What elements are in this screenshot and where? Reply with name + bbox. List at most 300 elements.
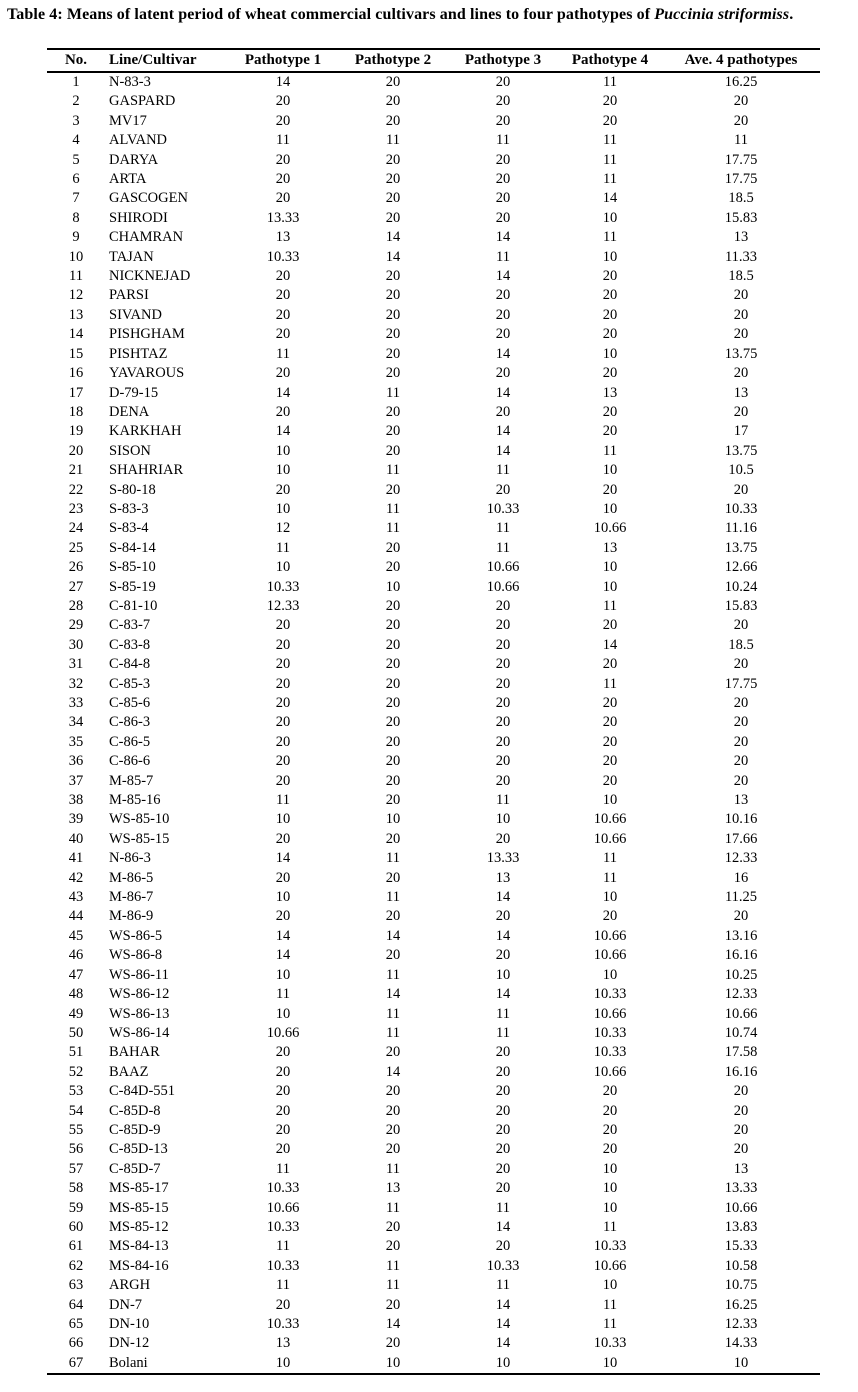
- table-row: [47, 694, 820, 713]
- cell-pathotype-4: 20: [602, 714, 618, 731]
- cell-line-cultivar: GASPARD: [109, 93, 176, 110]
- table-row: [47, 1237, 820, 1256]
- cell-no: 18: [68, 403, 84, 420]
- cell-ave-4-pathotypes: 20: [733, 93, 749, 110]
- table-row: [47, 539, 820, 558]
- cell-pathotype-1: 20: [275, 268, 291, 285]
- cell-pathotype-3: 10.66: [486, 578, 520, 595]
- table-row: [47, 558, 820, 577]
- cell-pathotype-2: 20: [385, 539, 401, 556]
- cell-pathotype-4: 10.33: [593, 1335, 627, 1352]
- cell-pathotype-3: 20: [495, 1141, 511, 1158]
- table-row: [47, 1218, 820, 1237]
- table-row: [47, 1257, 820, 1276]
- cell-pathotype-2: 20: [385, 403, 401, 420]
- cell-pathotype-4: 11: [603, 132, 617, 149]
- cell-ave-4-pathotypes: 20: [733, 733, 749, 750]
- cell-pathotype-3: 20: [495, 772, 511, 789]
- table-row: [47, 1082, 820, 1101]
- cell-line-cultivar: C-85-3: [109, 675, 151, 692]
- cell-pathotype-4: 10: [602, 966, 618, 983]
- table-row: [47, 675, 820, 694]
- cell-pathotype-2: 20: [385, 93, 401, 110]
- table-row: [47, 869, 820, 888]
- cell-no: 45: [68, 927, 84, 944]
- cell-line-cultivar: DARYA: [109, 151, 159, 168]
- cell-line-cultivar: NICKNEJAD: [109, 268, 191, 285]
- table-row: [47, 442, 820, 461]
- cell-pathotype-1: 10.33: [266, 248, 300, 265]
- cell-pathotype-1: 11: [276, 132, 290, 149]
- cell-pathotype-2: 20: [385, 1218, 401, 1235]
- cell-pathotype-4: 20: [602, 306, 618, 323]
- cell-pathotype-2: 20: [385, 908, 401, 925]
- cell-line-cultivar: WS-86-12: [109, 986, 170, 1003]
- cell-pathotype-3: 20: [495, 656, 511, 673]
- cell-pathotype-3: 20: [495, 151, 511, 168]
- cell-pathotype-2: 11: [386, 1257, 400, 1274]
- cell-pathotype-1: 20: [275, 675, 291, 692]
- cell-pathotype-4: 20: [602, 93, 618, 110]
- cell-line-cultivar: N-83-3: [109, 74, 151, 90]
- cell-pathotype-2: 10: [385, 1354, 401, 1371]
- table-row: [47, 985, 820, 1004]
- cell-pathotype-2: 11: [386, 1160, 400, 1177]
- table-row: [47, 364, 820, 383]
- cell-pathotype-1: 20: [275, 1044, 291, 1061]
- cell-ave-4-pathotypes: 13: [733, 1160, 749, 1177]
- cell-ave-4-pathotypes: 18.5: [728, 268, 754, 285]
- cell-pathotype-3: 20: [495, 93, 511, 110]
- cell-ave-4-pathotypes: 10.16: [724, 811, 758, 828]
- cell-line-cultivar: M-86-7: [109, 889, 154, 906]
- cell-no: 15: [68, 345, 84, 362]
- cell-pathotype-1: 10.66: [266, 1024, 300, 1041]
- cell-pathotype-2: 20: [385, 442, 401, 459]
- cell-ave-4-pathotypes: 20: [733, 481, 749, 498]
- cell-pathotype-3: 20: [495, 1160, 511, 1177]
- cell-line-cultivar: C-83-7: [109, 617, 151, 634]
- cell-no: 29: [68, 617, 84, 634]
- cell-ave-4-pathotypes: 10.75: [724, 1277, 758, 1294]
- cell-no: 8: [72, 209, 80, 226]
- cell-pathotype-1: 20: [275, 869, 291, 886]
- cell-no: 57: [68, 1160, 84, 1177]
- cell-pathotype-4: 10.66: [593, 1257, 627, 1274]
- cell-pathotype-1: 20: [275, 151, 291, 168]
- table-header: [47, 49, 820, 72]
- cell-pathotype-3: 14: [495, 268, 511, 285]
- cell-pathotype-2: 20: [385, 268, 401, 285]
- cell-pathotype-3: 10: [495, 966, 511, 983]
- column-header-line-cultivar: Line/Cultivar: [109, 52, 197, 68]
- cell-line-cultivar: C-86-3: [109, 714, 151, 731]
- cell-pathotype-4: 10.66: [593, 830, 627, 847]
- cell-pathotype-2: 14: [385, 986, 401, 1003]
- cell-pathotype-1: 11: [276, 1160, 290, 1177]
- table-row: [47, 616, 820, 635]
- cell-ave-4-pathotypes: 20: [733, 695, 749, 711]
- cell-pathotype-2: 11: [386, 850, 400, 867]
- cell-pathotype-3: 20: [495, 306, 511, 323]
- cell-pathotype-1: 20: [275, 306, 291, 323]
- cell-ave-4-pathotypes: 20: [733, 365, 749, 382]
- column-header-ave-4-pathotypes: Ave. 4 pathotypes: [684, 52, 798, 68]
- cell-pathotype-3: 20: [495, 209, 511, 226]
- cell-pathotype-2: 11: [386, 500, 400, 517]
- table-row: [47, 888, 820, 907]
- column-header-pathotype-3: Pathotype 3: [464, 52, 542, 68]
- cell-pathotype-4: 10: [602, 792, 618, 809]
- cell-pathotype-2: 20: [385, 1121, 401, 1138]
- cell-pathotype-3: 20: [495, 675, 511, 692]
- cell-line-cultivar: S-85-19: [109, 578, 156, 595]
- table-row: [47, 170, 820, 189]
- cell-no: 11: [69, 268, 83, 285]
- cell-ave-4-pathotypes: 20: [733, 326, 749, 343]
- cell-pathotype-1: 12.33: [266, 597, 300, 614]
- cell-no: 1: [72, 74, 80, 90]
- cell-ave-4-pathotypes: 17.75: [724, 151, 758, 168]
- cell-pathotype-3: 20: [495, 733, 511, 750]
- cell-pathotype-2: 20: [385, 306, 401, 323]
- cell-pathotype-3: 20: [495, 830, 511, 847]
- cell-line-cultivar: ARTA: [109, 171, 147, 188]
- cell-pathotype-1: 14: [275, 74, 291, 90]
- cell-no: 46: [68, 947, 84, 964]
- table-row: [47, 267, 820, 286]
- cell-pathotype-2: 20: [385, 617, 401, 634]
- column-header-pathotype-2: Pathotype 2: [354, 52, 432, 68]
- cell-pathotype-4: 20: [602, 1102, 618, 1119]
- cell-no: 13: [68, 306, 84, 323]
- cell-no: 56: [68, 1141, 84, 1158]
- cell-pathotype-2: 10: [385, 578, 401, 595]
- table-row: [47, 384, 820, 403]
- table-row: [47, 830, 820, 849]
- cell-pathotype-4: 20: [602, 617, 618, 634]
- cell-ave-4-pathotypes: 20: [733, 1102, 749, 1119]
- cell-pathotype-4: 11: [603, 1296, 617, 1313]
- cell-pathotype-2: 20: [385, 559, 401, 576]
- cell-pathotype-3: 11: [496, 539, 510, 556]
- cell-no: 42: [68, 869, 84, 886]
- cell-pathotype-1: 10.33: [266, 1257, 300, 1274]
- cell-line-cultivar: SHAHRIAR: [109, 462, 184, 479]
- cell-pathotype-3: 20: [495, 326, 511, 343]
- cell-pathotype-1: 20: [275, 656, 291, 673]
- cell-pathotype-1: 10: [275, 559, 291, 576]
- cell-no: 32: [68, 675, 84, 692]
- cell-pathotype-2: 20: [385, 714, 401, 731]
- cell-pathotype-4: 11: [603, 229, 617, 246]
- cell-ave-4-pathotypes: 10.5: [728, 462, 754, 479]
- cell-pathotype-3: 14: [495, 442, 511, 459]
- cell-pathotype-2: 20: [385, 1238, 401, 1255]
- cell-ave-4-pathotypes: 10.66: [724, 1199, 758, 1216]
- cell-pathotype-4: 20: [602, 112, 618, 129]
- cell-pathotype-3: 20: [495, 365, 511, 382]
- cell-pathotype-1: 20: [275, 481, 291, 498]
- cell-no: 14: [68, 326, 84, 343]
- table-row: [47, 907, 820, 926]
- cell-pathotype-1: 14: [275, 927, 291, 944]
- cell-pathotype-2: 14: [385, 1316, 401, 1332]
- cell-line-cultivar: C-85D-7: [109, 1160, 161, 1177]
- cell-line-cultivar: S-80-18: [109, 481, 156, 498]
- cell-pathotype-1: 20: [275, 403, 291, 420]
- cell-pathotype-2: 20: [385, 112, 401, 129]
- table-row: [47, 1199, 820, 1218]
- cell-no: 23: [68, 500, 84, 517]
- cell-ave-4-pathotypes: 10.58: [724, 1257, 758, 1274]
- cell-pathotype-2: 11: [386, 462, 400, 479]
- cell-pathotype-2: 20: [385, 1083, 401, 1100]
- cell-pathotype-4: 10: [602, 345, 618, 362]
- cell-pathotype-3: 11: [496, 462, 510, 479]
- table-row: [47, 189, 820, 208]
- cell-pathotype-1: 10: [275, 462, 291, 479]
- cell-no: 61: [68, 1238, 84, 1255]
- cell-pathotype-1: 20: [275, 772, 291, 789]
- cell-pathotype-3: 14: [495, 986, 511, 1003]
- cell-pathotype-4: 20: [602, 1141, 618, 1158]
- cell-pathotype-3: 11: [496, 1199, 510, 1216]
- cell-pathotype-2: 20: [385, 209, 401, 226]
- cell-no: 26: [68, 559, 84, 576]
- cell-ave-4-pathotypes: 16.25: [724, 74, 758, 90]
- cell-pathotype-3: 11: [496, 1277, 510, 1294]
- cell-ave-4-pathotypes: 13.16: [724, 927, 758, 944]
- cell-line-cultivar: WS-85-10: [109, 811, 170, 828]
- cell-pathotype-1: 20: [275, 1063, 291, 1080]
- cell-pathotype-3: 20: [495, 1102, 511, 1119]
- cell-no: 34: [68, 714, 84, 731]
- table-row: [47, 810, 820, 829]
- cell-no: 12: [68, 287, 84, 304]
- cell-ave-4-pathotypes: 12.33: [724, 850, 758, 867]
- cell-pathotype-3: 20: [495, 1180, 511, 1197]
- cell-ave-4-pathotypes: 18.5: [728, 636, 754, 653]
- cell-line-cultivar: S-83-3: [109, 500, 149, 517]
- cell-line-cultivar: ARGH: [109, 1277, 151, 1294]
- cell-pathotype-4: 20: [602, 733, 618, 750]
- cell-line-cultivar: C-85D-13: [109, 1141, 168, 1158]
- table-row: [47, 500, 820, 519]
- cell-pathotype-3: 20: [495, 403, 511, 420]
- cell-pathotype-1: 14: [275, 850, 291, 867]
- cell-pathotype-2: 11: [386, 132, 400, 149]
- cell-line-cultivar: MS-84-13: [109, 1238, 169, 1255]
- cell-pathotype-2: 20: [385, 287, 401, 304]
- cell-no: 10: [68, 248, 84, 265]
- cell-pathotype-3: 11: [496, 520, 510, 537]
- cell-pathotype-1: 11: [276, 539, 290, 556]
- cell-pathotype-2: 13: [385, 1180, 401, 1197]
- cell-ave-4-pathotypes: 13.75: [724, 442, 758, 459]
- cell-pathotype-2: 20: [385, 365, 401, 382]
- table-row: [47, 1005, 820, 1024]
- cell-pathotype-2: 20: [385, 675, 401, 692]
- cell-ave-4-pathotypes: 20: [733, 753, 749, 770]
- cell-line-cultivar: PISHTAZ: [109, 345, 168, 362]
- cell-pathotype-3: 20: [495, 908, 511, 925]
- cell-line-cultivar: M-85-7: [109, 772, 154, 789]
- cell-pathotype-1: 11: [276, 1277, 290, 1294]
- cell-pathotype-1: 10: [275, 500, 291, 517]
- cell-ave-4-pathotypes: 16.25: [724, 1296, 758, 1313]
- cell-pathotype-4: 10: [602, 1354, 618, 1371]
- cell-pathotype-1: 10.33: [266, 1218, 300, 1235]
- cell-pathotype-2: 11: [386, 520, 400, 537]
- cell-pathotype-1: 10.33: [266, 1180, 300, 1197]
- cell-pathotype-2: 20: [385, 1141, 401, 1158]
- cell-no: 66: [68, 1335, 84, 1352]
- table-row: [47, 1354, 820, 1374]
- cell-pathotype-3: 20: [495, 1238, 511, 1255]
- cell-pathotype-4: 20: [602, 481, 618, 498]
- cell-pathotype-4: 10: [602, 1199, 618, 1216]
- cell-no: 16: [68, 365, 84, 382]
- table-row: [47, 481, 820, 500]
- table-row: [47, 248, 820, 267]
- cell-pathotype-3: 20: [495, 112, 511, 129]
- cell-no: 17: [68, 384, 84, 401]
- cell-ave-4-pathotypes: 20: [733, 656, 749, 673]
- cell-pathotype-2: 20: [385, 151, 401, 168]
- cell-pathotype-3: 14: [495, 1218, 511, 1235]
- cell-line-cultivar: MS-85-17: [109, 1180, 169, 1197]
- cell-no: 51: [68, 1044, 84, 1061]
- cell-ave-4-pathotypes: 13.33: [724, 1180, 758, 1197]
- table-row: [47, 849, 820, 868]
- cell-pathotype-2: 20: [385, 481, 401, 498]
- table-row: [47, 966, 820, 985]
- species-name: Puccinia striformiss: [654, 6, 790, 23]
- cell-no: 64: [68, 1296, 84, 1313]
- cell-pathotype-1: 13: [275, 1335, 291, 1352]
- cell-line-cultivar: DN-10: [109, 1316, 150, 1332]
- cell-ave-4-pathotypes: 11.16: [724, 520, 758, 537]
- cell-no: 44: [68, 908, 84, 925]
- table-row: [47, 209, 820, 228]
- cell-line-cultivar: S-85-10: [109, 559, 156, 576]
- cell-pathotype-4: 20: [602, 268, 618, 285]
- cell-pathotype-2: 20: [385, 1044, 401, 1061]
- cell-pathotype-4: 11: [603, 597, 617, 614]
- cell-pathotype-4: 10.66: [593, 947, 627, 964]
- cell-pathotype-3: 14: [495, 423, 511, 440]
- cell-pathotype-4: 20: [602, 1121, 618, 1138]
- cell-pathotype-2: 20: [385, 695, 401, 711]
- cell-line-cultivar: PISHGHAM: [109, 326, 185, 343]
- cell-line-cultivar: C-86-5: [109, 733, 151, 750]
- cell-pathotype-1: 11: [276, 345, 290, 362]
- cell-no: 4: [72, 132, 80, 149]
- cell-no: 20: [68, 442, 84, 459]
- cell-no: 37: [68, 772, 84, 789]
- cell-pathotype-1: 20: [275, 365, 291, 382]
- cell-pathotype-3: 11: [496, 1024, 510, 1041]
- cell-line-cultivar: C-85-6: [109, 695, 151, 711]
- table-row: [47, 1296, 820, 1315]
- cell-pathotype-1: 10: [275, 1354, 291, 1371]
- cell-pathotype-4: 20: [602, 908, 618, 925]
- cell-no: 40: [68, 830, 84, 847]
- cell-no: 6: [72, 171, 80, 188]
- column-header-no: No.: [64, 52, 88, 68]
- table-caption-text: Table 4: Means of latent period of wheat commercial cultivars and lines to four pathotypes of: [7, 6, 655, 23]
- cell-pathotype-3: 14: [495, 889, 511, 906]
- cell-line-cultivar: TAJAN: [109, 248, 154, 265]
- cell-pathotype-3: 20: [495, 171, 511, 188]
- cell-no: 9: [72, 229, 80, 246]
- cell-no: 52: [68, 1063, 84, 1080]
- cell-pathotype-1: 10.33: [266, 1316, 300, 1332]
- column-header-pathotype-1: Pathotype 1: [244, 52, 322, 68]
- cell-pathotype-4: 11: [603, 675, 617, 692]
- cell-pathotype-2: 20: [385, 656, 401, 673]
- cell-no: 35: [68, 733, 84, 750]
- cell-pathotype-4: 20: [602, 326, 618, 343]
- cell-no: 21: [68, 462, 84, 479]
- cell-line-cultivar: C-83-8: [109, 636, 151, 653]
- table-row: [47, 927, 820, 946]
- cell-pathotype-4: 13: [602, 384, 618, 401]
- cell-pathotype-1: 20: [275, 1141, 291, 1158]
- cell-line-cultivar: MV17: [109, 112, 147, 129]
- cell-pathotype-1: 20: [275, 636, 291, 653]
- cell-pathotype-1: 11: [276, 1238, 290, 1255]
- cell-pathotype-2: 20: [385, 830, 401, 847]
- cell-no: 36: [68, 753, 84, 770]
- cell-ave-4-pathotypes: 20: [733, 1121, 749, 1138]
- cell-ave-4-pathotypes: 20: [733, 714, 749, 731]
- cell-no: 38: [68, 792, 84, 809]
- table-row: [47, 713, 820, 732]
- cell-pathotype-3: 13.33: [486, 850, 520, 867]
- cell-pathotype-3: 11: [496, 1005, 510, 1022]
- cell-ave-4-pathotypes: 18.5: [728, 190, 754, 207]
- cell-pathotype-1: 20: [275, 171, 291, 188]
- cell-pathotype-1: 20: [275, 830, 291, 847]
- cell-ave-4-pathotypes: 17.75: [724, 171, 758, 188]
- cell-pathotype-1: 20: [275, 1121, 291, 1138]
- cell-pathotype-2: 20: [385, 1296, 401, 1313]
- table-row: [47, 422, 820, 441]
- cell-line-cultivar: DN-7: [109, 1296, 143, 1313]
- cell-line-cultivar: BAAZ: [109, 1063, 149, 1080]
- cell-line-cultivar: SHIRODI: [109, 209, 168, 226]
- cell-no: 62: [68, 1257, 84, 1274]
- cell-line-cultivar: M-85-16: [109, 792, 161, 809]
- cell-no: 5: [72, 151, 80, 168]
- cell-pathotype-4: 14: [602, 636, 618, 653]
- cell-pathotype-4: 10: [602, 1277, 618, 1294]
- cell-pathotype-3: 20: [495, 287, 511, 304]
- cell-pathotype-2: 11: [386, 1277, 400, 1294]
- table-row: [47, 92, 820, 111]
- cell-ave-4-pathotypes: 11: [734, 132, 748, 149]
- cell-no: 63: [68, 1277, 84, 1294]
- cell-pathotype-4: 11: [603, 1316, 617, 1332]
- cell-pathotype-4: 14: [602, 190, 618, 207]
- cell-pathotype-4: 11: [603, 151, 617, 168]
- cell-pathotype-4: 10: [602, 1160, 618, 1177]
- cell-line-cultivar: DENA: [109, 403, 150, 420]
- cell-pathotype-1: 20: [275, 1083, 291, 1100]
- cell-pathotype-2: 20: [385, 1102, 401, 1119]
